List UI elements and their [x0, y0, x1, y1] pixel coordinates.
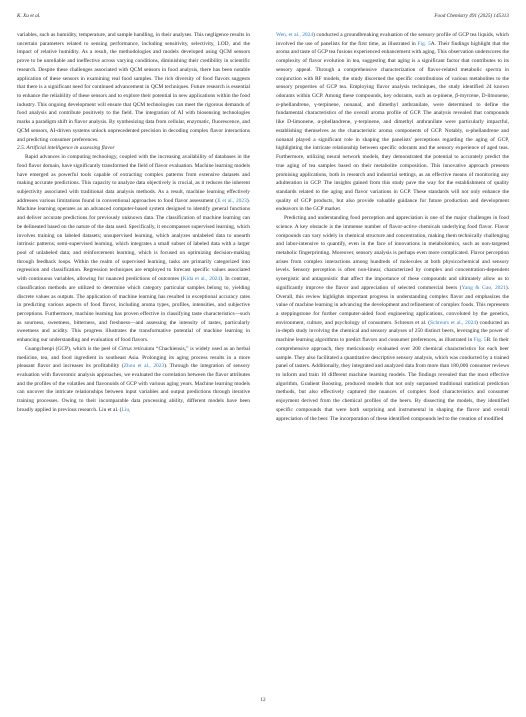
text-run: ). In contrast, classification methods are utilized to determine which category particular samples belong to, yielding discrete values as outputs. The application of machine learning has resulted in exceptional accuracy rates in predicting various aspects of food flavor, including aroma types, profiles, intensities, and subjective perceptions. Furthermore, machine learning has proven effective in classifying taste characteristics—such as sourness, sweetness, bitterness, and freshness—and assessing the intensity of tastes, particularly sweetness and acidity. This progress illustrates the transformative potential of machine learning in enhancing our understanding and evaluation of food flavors. [17, 276, 250, 344]
paragraph [17, 153, 250, 345]
figure-link[interactable]: Fig. 5 [473, 337, 487, 344]
text-run: B. In their comprehensive approach, they meticulously evaluated over 200 chemical characteristics for each beer sample. They also facilitated a quantitative descriptive sensory analysis, which was conducted by a trained panel of tasters. Additionally, they integrated and analyzed data from more than 180,000 consumer reviews to inform and train 10 different machine learning models. The findings revealed that the most effective algorithm, Gradient Boosting, produced models that not only surpassed traditional statistical prediction methods, but also effectively captured the nuances of complex food characteristics and consumer enjoyment derived from the chemical profiles of the beers. By dissecting the models, they identified specific compounds that were both surprising and instrumental in shaping the flavor and overall appreciation of the beer. The incorporation of these identified compounds led to the creation of modified [276, 337, 509, 422]
paragraph: variables, such as humidity, temperature, and sample handling, in their analyses. This negligence results in uncertain parameters related to sensing performance, including sensitivity, selectivity, LOD, and the impact of relative humidity. As a result, the methodologies and models developed using QCM sensors prove to be unreliable and ineffective across varying conditions, diminishing their credibility in scientific research. Despite these challenges associated with QCM sensors in food analysis, there has been notable application of these sensors in examining real food samples. The rich diversity of food flavors suggests that there is a significant need for continued advancement in QCM techniques. Future research is essential to enhance the reliability of these sensors and to explore their potential in new applications within the food industry. This ongoing development will ensure that QCM technologies can meet the rigorous demands of food analysis and contribute positively to the field. The integration of AI with biosensing technologies marks a paradigm shift in flavor analysis. By synthesizing data from cellular, enzymatic, fluorescence, and QCM sensors, AI-driven systems unlock unprecedented precision in decoding complex flavor interactions and predicting consumer preferences. [17, 32, 250, 143]
citation-link[interactable]: Wen, et al., 2024 [276, 32, 314, 38]
citation-link[interactable]: Schreurs et al., 2024 [430, 319, 477, 326]
paragraph [276, 31, 509, 214]
text-run: “Chachiensis,” is widely used as an herbal medicine, tea, and food ingredient in southeast Asia. Prolonging its aging process results in a more pleasant flavor and increases its profitability ( [17, 345, 250, 370]
citation-link[interactable]: Kida et al., 2024 [182, 276, 221, 283]
citation-link[interactable]: Liu, [121, 406, 131, 413]
running-header [17, 13, 509, 23]
figure-link[interactable]: Fig. 5 [417, 40, 431, 47]
text-run: Rapid advances in computing technology, coupled with the increasing availability of databases in the food flavor domain, have significantly transformed the field of flavor evaluation. Machine learning models have emerged as powerful tools capable of extracting complex patterns from extensive datasets and making accurate predictions. This capacity to analyze data objectively is crucial, as it reduces the inherent subjectivity associated with traditional data analysis methods. As a result, machine learning effectively addresses various limitations found in conventional approaches to food flavor assessment ( [17, 154, 250, 204]
paragraph [17, 345, 250, 415]
text-run: ) conducted an in-depth study involving the chemical and sensory analyses of 250 distinct beers, leveraging the power of machine learning algorithms to predict flavors and consumer preferences, as illustrated in [276, 319, 509, 344]
left-column [17, 31, 250, 683]
paragraph [276, 214, 509, 423]
header-journal: Food Chemistry 491 (2025) 145313 [434, 13, 509, 19]
section-heading: 2.5. Artificial intelligence in assessing flavor [17, 145, 115, 152]
text-run: ). Machine learning operates as an advanced computer-based system designed to identify general functions and deliver accurate predictions for previously unknown data. The classification of machine learning can be delineated based on the nature of the data used. Specifically, it encompasses supervised learning, which involves training on labeled datasets; unsupervised learning, which analyzes unlabeled data to unearth intrinsic patterns; semi-supervised learning, which integrates a small subset of labeled data with a larger pool of unlabeled data; and reinforcement learning, which is focused on optimizing decision-making through feedback loops. Within the realm of supervised learning, tasks are primarily categorized into regression and classification. Regression techniques are employed to forecast specific values associated with continuous variables, allowing for nuanced predictions of outcomes ( [17, 197, 250, 283]
citation-link[interactable]: Ji et al., 2023 [217, 197, 247, 204]
page-number: 12 [260, 697, 266, 703]
text-run: ). Through the integration of sensory evaluation with flavoromic analysis approaches, we evaluated the correlation between the flavor attributes and the profiles of the volatiles and flavonoids of GCP with various aging years. Machine learning models can uncover the intricate relationships between input variables and output predictions through iterative training processes. Owing to their incomparable data processing ability, different models have been broadly applied in previous research. Liu et al. ( [17, 363, 250, 413]
text-run: Guangchenpi (GCP), which is the peel of [25, 345, 119, 352]
species-name: Citrus reticulata [118, 345, 155, 352]
header-authors: K. Xu et al. [17, 13, 41, 19]
text-run: A. Their findings highlight that the aroma and taste of GCP tea fusions experienced enhancement with aging. This observation underscores the complexity of flavor evolution in tea, suggesting that aging is a significant factor that contributes to its sensory appeal. Through a comprehensive characterization of flavor-related metabolic spectra in conjunction with RF models, the study discerned the specific contributions of various metabolites to the sensory properties of GCP tea. Employing flavor analysis techniques, the study identified 24 known odorants within GCP. Among these compounds, key odorants, such as α-pinene, β-myrcene, D-limonene, α-phellandrene, γ-terpinene, nonanal, and dimethyl anthranilate, were determined to define the fundamental characteristics of the overall aroma profile of GCP. The analysis revealed that compounds like D-limonene, α-phellandrene, γ-terpinene, and dimethyl anthranilate were particularly impactful, establishing themselves as the characteristic aroma components of GCP. Notably, α-phellandrene and nonanal played a significant role in shaping the panelists' perceptions regarding the aging of GCP, highlighting the intricate relationship between specific odorants and the sensory experience of aged teas. Furthermore, utilizing neural network models, they demonstrated the potential to accurately predict the true aging of tea samples based on their metabolite composition. This innovative approach presents promising applications, both in research and industrial settings, as an effective means of monitoring any adulteration in GCP. The insights gained from this study pave the way for the establishment of quality standards related to the aging and flavor variations in GCP. These standards will not only enhance the quality of GCP products, but also provide valuable guidance for future production and development endeavors in the GCP market. [276, 40, 509, 213]
text-run: ) conducted a groundbreaking evaluation of the sensory profile of GCP tea liquids, which involved the use of panelists for the first time, as illustrated in [276, 32, 509, 47]
citation-link[interactable]: Yang & Gao, 2021 [461, 284, 506, 291]
citation-link[interactable]: Zhou et al., 2023 [123, 363, 165, 370]
text-run: Predicting and understanding food perception and appreciation is one of the major challenges in food science. A key obstacle is the immense number of flavor-active chemicals underlying food flavor. Flavor compounds can vary widely in chemical structure and concentration, making them technically challenging and labor-intensive to quantify, even in the face of innovations in metabolomics, such as non-targeted metabolic fingerprinting. Moreover, sensory analysis is perhaps even more complicated. Flavor perception arises from complex interactions among hundreds of molecules at both physicochemical and sensory levels. Sensory perception is often non-linear, characterized by complex and concentration-dependent synergistic and antagonistic that affect the importance of these compounds and ultimately allow us to significantly improve the flavor and appreciation of selected commercial beers ( [276, 215, 509, 291]
right-column [276, 31, 509, 683]
text-run: ). Overall, this review highlights important progress in understanding complex flavor and emphasizes the value of machine learning in advancing the development and refinement of complex foods. This represents a steppingstone for further computer-aided food engineering applications, convoluted by the genetics, environment, culture, and psychology of consumers. Schreurs et al. ( [276, 284, 509, 326]
